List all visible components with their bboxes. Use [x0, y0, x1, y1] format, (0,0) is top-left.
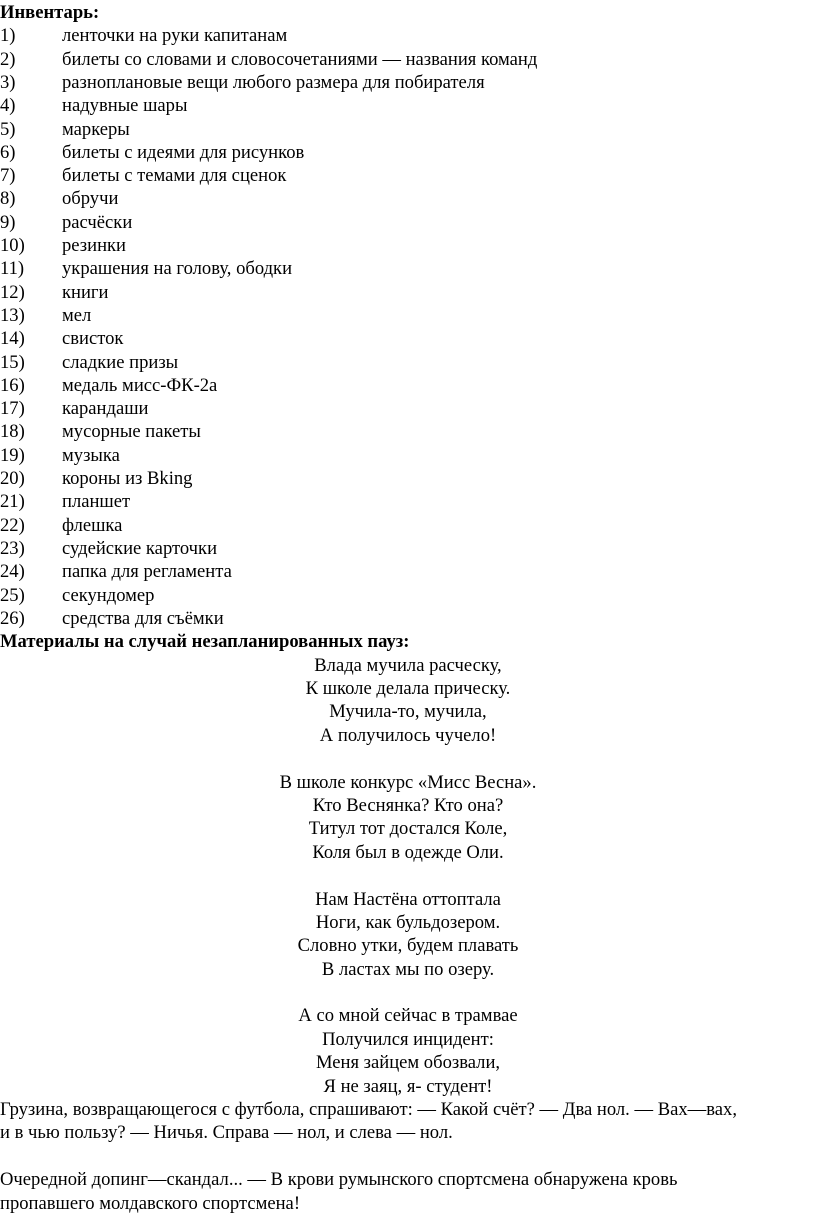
poem-line: В ластах мы по озеру. — [321, 958, 495, 980]
item-text: ленточки на руки капитанам — [62, 25, 288, 47]
joke-line: пропавшего молдавского спортсмена! — [0, 1192, 301, 1214]
item-number: 23) — [0, 537, 25, 559]
item-number: 8) — [0, 188, 16, 210]
poem-line: Нам Настёна оттоптала — [315, 888, 501, 910]
item-text: свисток — [62, 328, 124, 350]
item-number: 1) — [0, 25, 16, 47]
item-text: резинки — [62, 235, 127, 256]
poem-line: К школе делала прическу. — [305, 677, 511, 699]
item-text: мел — [62, 304, 92, 326]
item-number: 5) — [0, 118, 16, 140]
poem-line: Меня зайцем обозвали, — [315, 1052, 501, 1074]
poem-block — [0, 654, 816, 1098]
joke-line: Очередной допинг—скандал... — В крови румынского спортсмена обнаружена кровь — [0, 1169, 678, 1191]
poem-line: Влада мучила расческу, — [314, 654, 502, 676]
inventory-heading: Инвентарь: — [0, 2, 100, 23]
item-number: 11) — [0, 258, 25, 280]
item-number: 16) — [0, 374, 25, 396]
item-number: 24) — [0, 561, 25, 583]
item-number: 14) — [0, 328, 25, 350]
poem-line: Я не заяц, я- студент! — [323, 1075, 493, 1097]
item-number: 10) — [0, 235, 25, 256]
item-text: карандаши — [62, 398, 149, 420]
item-text: судейские карточки — [62, 537, 218, 559]
item-text: билеты со словами и словосочетаниями — названия команд — [62, 48, 538, 70]
item-number: 2) — [0, 48, 16, 70]
item-number: 7) — [0, 165, 16, 187]
poem-line: А получилось чучело! — [319, 724, 497, 746]
poem-line: Ноги, как бульдозером. — [315, 911, 501, 933]
poem-line: В школе конкурс «Мисс Весна». — [279, 771, 537, 793]
item-text: расчёски — [62, 211, 133, 233]
item-number: 17) — [0, 398, 25, 420]
item-number: 4) — [0, 95, 16, 117]
item-number: 19) — [0, 444, 25, 466]
poem-line: Мучила-то, мучила, — [329, 701, 487, 723]
joke-line: Грузина, возвращающегося с футбола, спрашивают: — Какой счёт? — Два нол. — Вах—вах, — [0, 1098, 738, 1120]
stanza-gap — [0, 747, 816, 770]
item-text: билеты с темами для сценок — [62, 165, 287, 187]
item-number: 22) — [0, 514, 25, 536]
poem-line: А со мной сейчас в трамвае — [298, 1005, 518, 1027]
item-text: маркеры — [62, 118, 130, 140]
item-text: планшет — [62, 491, 131, 513]
item-text: музыка — [62, 444, 120, 466]
item-number: 15) — [0, 351, 25, 373]
item-text: флешка — [62, 514, 123, 536]
item-number: 21) — [0, 491, 25, 513]
poem-line: Словно утки, будем плавать — [297, 935, 519, 957]
item-number: 26) — [0, 607, 25, 629]
item-text: сладкие призы — [62, 351, 179, 373]
poem-line: Получился инцидент: — [322, 1028, 494, 1050]
poem-line: Коля был в одежде Оли. — [312, 841, 504, 863]
item-number: 18) — [0, 421, 25, 443]
item-text: украшения на голову, ободки — [62, 258, 293, 280]
item-text: книги — [62, 281, 109, 303]
joke-paragraph — [0, 1168, 816, 1215]
joke-paragraph — [0, 1098, 816, 1145]
stanza-gap — [0, 981, 816, 1004]
item-text: медаль мисс-ФК-2а — [62, 374, 218, 396]
item-number: 13) — [0, 304, 25, 326]
poem-line: Титул тот достался Коле, — [308, 818, 508, 840]
item-text: короны из Bking — [62, 468, 193, 489]
item-number: 25) — [0, 584, 25, 606]
item-text: билеты с идеями для рисунков — [62, 141, 305, 163]
item-number: 12) — [0, 281, 25, 303]
item-text: мусорные пакеты — [62, 421, 201, 443]
item-text: обручи — [62, 188, 119, 210]
poem-line: Кто Веснянка? Кто она? — [312, 794, 504, 816]
item-text: надувные шары — [62, 95, 188, 117]
item-number: 6) — [0, 141, 16, 163]
item-text: папка для регламента — [62, 561, 232, 583]
item-text: средства для съёмки — [62, 607, 224, 629]
item-number: 3) — [0, 71, 16, 93]
stanza-gap — [0, 864, 816, 887]
joke-line: и в чью пользу? — Ничья. Справа — нол, и слева — нол. — [0, 1122, 453, 1144]
item-number: 20) — [0, 468, 25, 489]
materials-heading: Материалы на случай незапланированных пауз: — [0, 631, 410, 653]
item-text: секундомер — [62, 584, 155, 606]
item-text: разноплановые вещи любого размера для побирателя — [62, 71, 485, 93]
item-number: 9) — [0, 211, 16, 233]
